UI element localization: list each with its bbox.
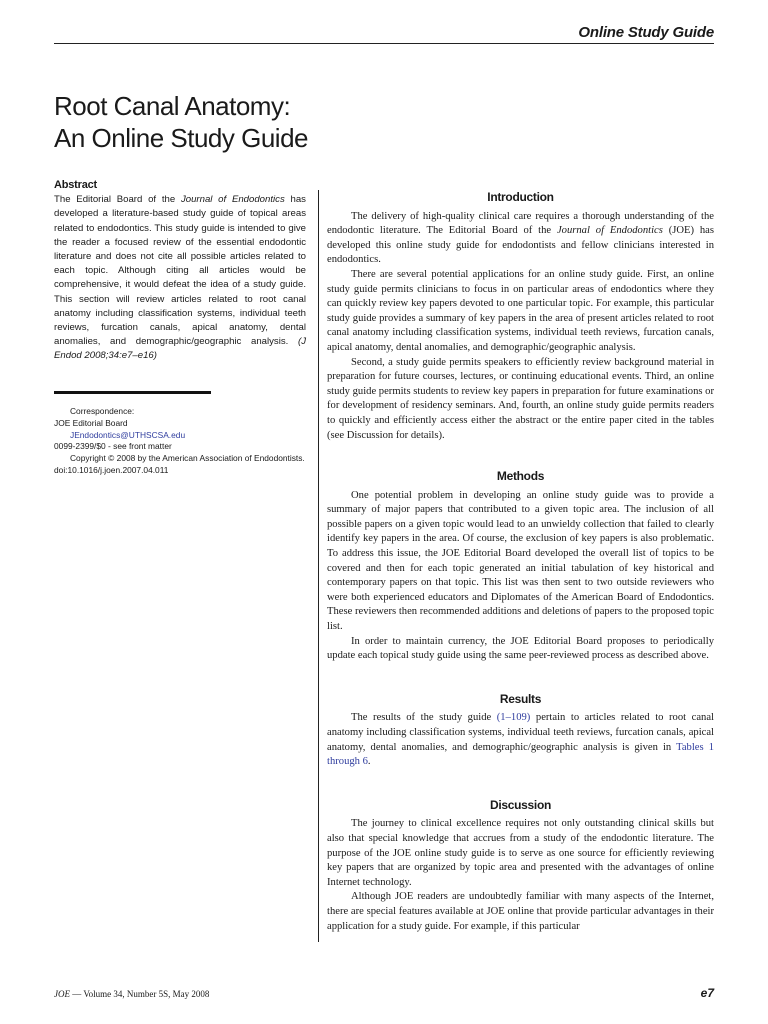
introduction-paragraph-1: The delivery of high-quality clinical care requires a thorough understanding of the endodontic literature. The Editorial Board of the Journal of Endodontics (JOE) has developed this online study guide for endodontists and fellow clinicians interested in endodontics. [327, 210, 714, 266]
discussion-heading: Discussion [489, 797, 552, 812]
introduction-paragraph-3: Second, a study guide permits speakers to efficiently review background material in preparation for future courses, lectures, or continuing educational events. Third, an online study guide permits students to review key papers in preparation for future examinations or for development of residency seminars. And, fourth, an online study guide permits readers to quickly and efficiently access either the abstract or the entire paper cited in the tables (see Discussion for details). [327, 356, 714, 441]
discussion-paragraph-2: Although JOE readers are undoubtedly familiar with many aspects of the Internet, there are special features available at JOE online that provide particular advantages in their application for a study guide. For example, if this particular [327, 891, 714, 932]
title-line-2: An Online Study Guide [54, 123, 308, 153]
tables-link[interactable]: Tables 1 through 6 [327, 741, 714, 768]
abstract [54, 178, 306, 364]
discussion-paragraph-1: The journey to clinical excellence requires not only outstanding clinical skills but also that special knowledge that accrues from a study of the endodontic literature. The purpose of the JOE online study guide is to serve as one source for efficiently reviewing key papers that are organized by topic area and presented with the advantages of online Internet technology. [327, 818, 714, 888]
methods-paragraph-1: One potential problem in developing an online study guide was to provide a summary of major papers that contributed to a given topic area. The inclusion of all possible papers on a given topic would lead to an unwieldy collection that failed to clearly identify key papers in the area. Of course, the exclusion of key papers is also problematic. To address this issue, the JOE Editorial Board developed the overall list of topics to be covered and then for each topic generated an initial tabulation of key historical and contemporary papers on that topic. This list was then sent to two outside reviewers who were both experienced educators and Diplomates of the American Board of Endodontics. These reviewers then recommended additions and deletions of papers to the proposed topic list. [327, 489, 714, 633]
results-heading: Results [499, 691, 542, 706]
journal-name: Journal of Endodontics [180, 194, 285, 206]
title-line-1: Root Canal Anatomy: [54, 91, 291, 121]
footer-citation: JOE — Volume 34, Number 5S, May 2008 [54, 989, 210, 999]
reference-link[interactable]: (1–109) [496, 712, 531, 724]
running-header: Online Study Guide [578, 24, 714, 41]
main-column [327, 190, 714, 934]
abstract-divider [54, 391, 211, 394]
results-paragraph: The results of the study guide (1–109) pertain to articles related to root canal anatomy including classification systems, individual teeth reviews, furcation canals, apical anatomy, dental anomalies, and demographic/geographic analysis is given in Tables 1 through 6. [327, 712, 714, 768]
methods-heading: Methods [496, 469, 545, 484]
introduction-paragraph-2: There are several potential applications for an online study guide. First, an online study guide permits clinicians to focus in on particular areas of endodontics where they can quickly review key papers devoted to one particular topic. For example, this particular study guide provides a summary of key papers in the area of present articles related to root canal anatomy including classification systems, individual teeth reviews, furcation canals, apical anatomy, dental anomalies, and demographic/geographic analysis. [327, 268, 714, 353]
header-rule [54, 43, 714, 44]
introduction-heading: Introduction [487, 190, 554, 204]
copyright-line: Copyright © 2008 by the American Association of Endodontists. [70, 453, 305, 464]
doi-line: doi:10.1016/j.joen.2007.04.011 [54, 464, 169, 475]
correspondence-block [54, 406, 306, 477]
column-divider [318, 190, 319, 942]
correspondence-label: Correspondence: [70, 406, 135, 416]
abstract-citation: (J Endod 2008;34:e7–e16) [54, 336, 306, 362]
correspondence-email-link[interactable]: JEndodontics@UTHSCSA.edu [70, 429, 186, 440]
article-title [54, 90, 354, 154]
methods-paragraph-2: In order to maintain currency, the JOE Editorial Board proposes to periodically update each topical study guide using the same peer-reviewed process as described above. [327, 635, 714, 662]
correspondence-name: JOE Editorial Board [54, 417, 128, 428]
abstract-heading: Abstract [54, 179, 98, 191]
page-number: e7 [700, 986, 714, 1000]
issn-line: 0099-2399/$0 - see front matter [54, 441, 172, 452]
abstract-body: The Editorial Board of the Journal of Endodontics has developed a literature-based study guide of topical areas related to endodontics. This study guide is intended to give the reader a focused review of the essential endodontic literature and does not cite all possible articles related to each topic. Although citing all articles would be comprehensive, it would defeat the idea of a study guide. This section will review articles related to root canal anatomy including classification systems, individual teeth reviews, furcation canals, apical anatomy, dental anomalies, and demographic/geographic analysis. (J Endod 2008;34:e7–e16) [54, 194, 306, 362]
